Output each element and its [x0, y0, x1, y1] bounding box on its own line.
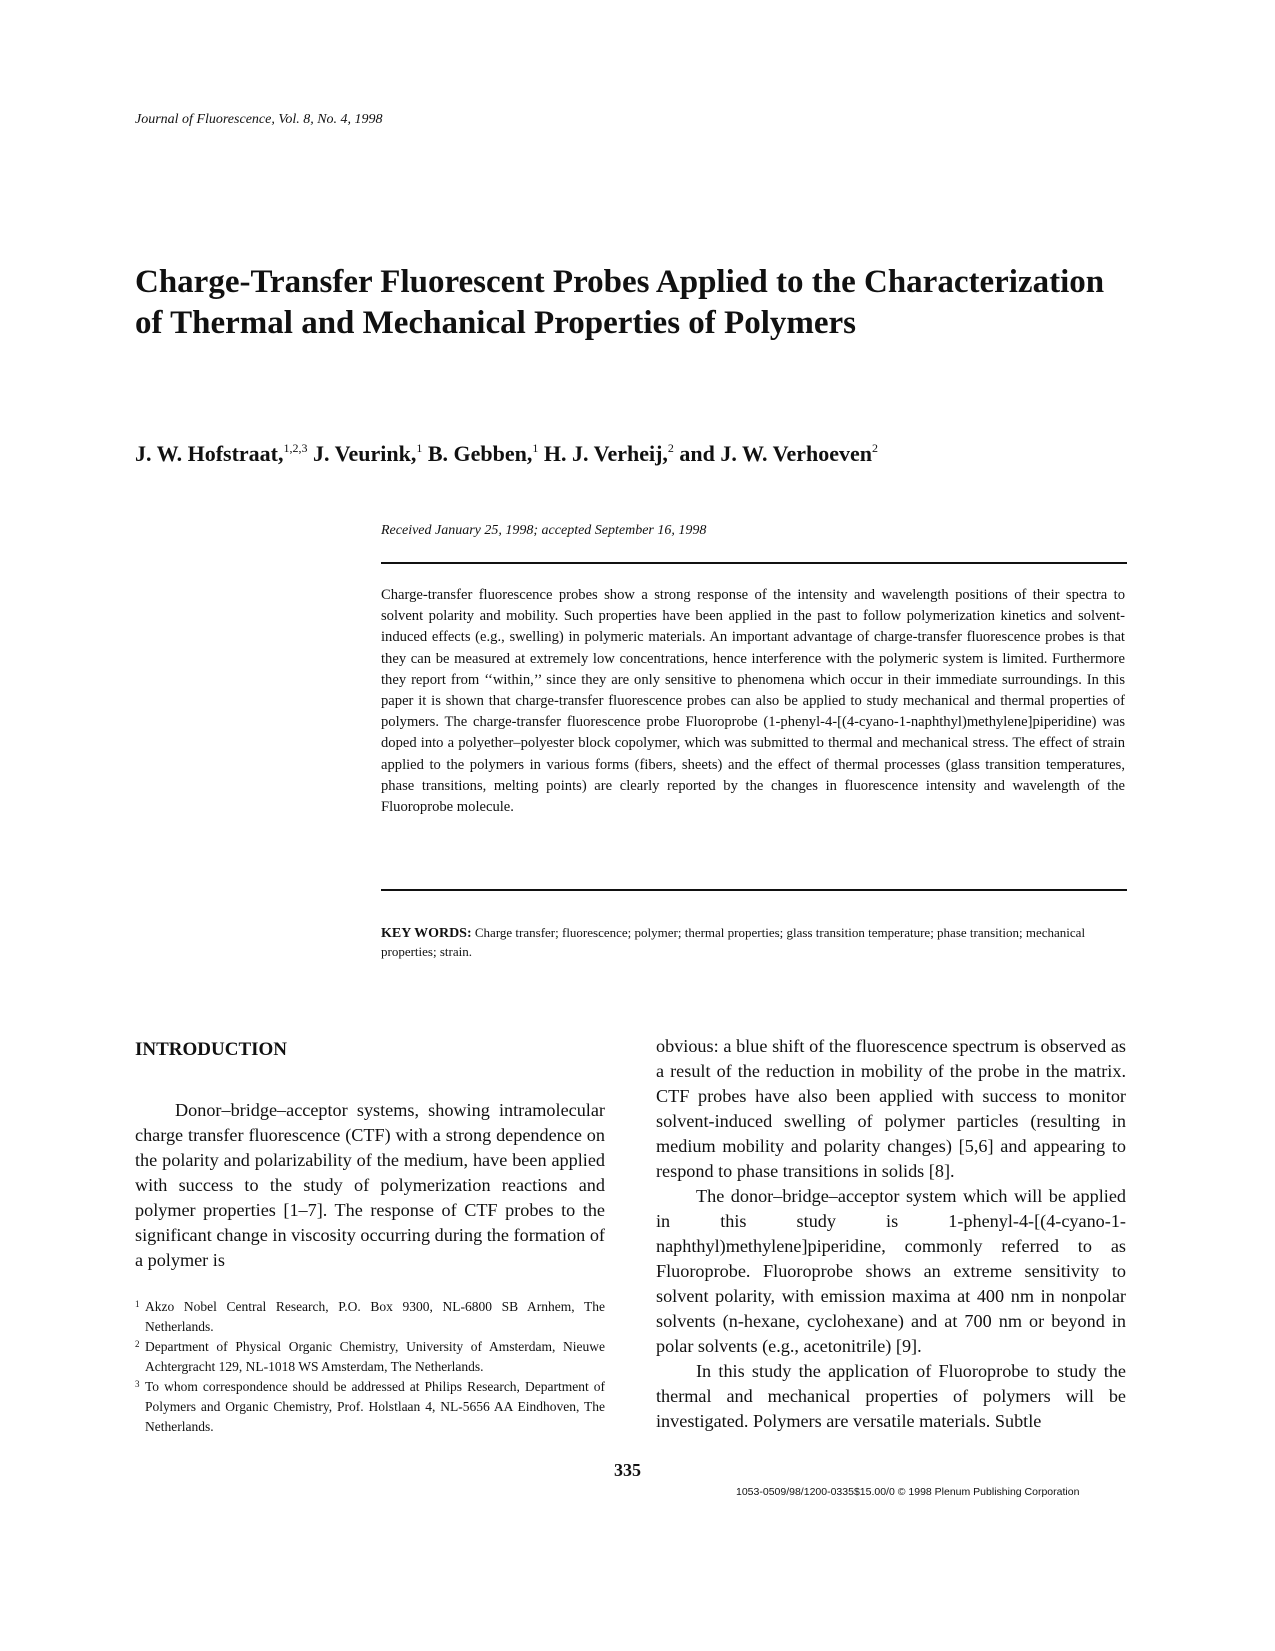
right-column: [656, 1034, 1126, 1434]
copyright-line: 1053-0509/98/1200-0335$15.00/0 © 1998 Plenum Publishing Corporation: [736, 1486, 1080, 1498]
abstract-top-rule: [381, 562, 1127, 564]
footnotes: [135, 1297, 605, 1437]
journal-citation: Journal of Fluorescence, Vol. 8, No. 4, 1998: [135, 112, 383, 127]
author-affiliation: 1: [416, 441, 423, 455]
author-name: J. Veurink,: [307, 441, 417, 466]
footnote: [135, 1337, 605, 1377]
author-list: [135, 441, 878, 467]
page-number: 335: [614, 1460, 641, 1480]
footnote-text: Department of Physical Organic Chemistry, University of Amsterdam, Nieuwe Achtergracht 129, NL-1018 WS Amsterdam, The Netherlands.: [145, 1339, 605, 1374]
author-name: J. W. Hofstraat,: [135, 441, 284, 466]
footnote: [135, 1297, 605, 1337]
received-dates: Received January 25, 1998; accepted September 16, 1998: [381, 523, 707, 538]
abstract-bottom-rule: [381, 889, 1127, 891]
author-name: and J. W. Verhoeven: [673, 441, 872, 466]
author-name: B. Gebben,: [422, 441, 533, 466]
paragraph: In this study the application of Fluoroprobe to study the thermal and mechanical properties of polymers will be investigated. Polymers are versatile materials. Subtle: [656, 1361, 1126, 1431]
author-affiliation: 1,2,3: [283, 441, 308, 455]
paragraph: The donor–bridge–acceptor system which will be applied in this study is 1-phenyl-4-[(4-cyano-1-naphthyl)methylene]piperidine, commonly referred to as Fluoroprobe. Fluoroprobe shows an extreme sensitivity to solvent polarity, with emission maxima at 400 nm in nonpolar solvents (n-hexane, cyclohexane) and at 700 nm or beyond in polar solvents (e.g., acetonitrile) [9].: [656, 1186, 1126, 1356]
keywords-list: Charge transfer; fluorescence; polymer; thermal properties; glass transition temperature; phase transition; mechanical properties; strain.: [381, 925, 1086, 959]
author-affiliation: 2: [667, 441, 674, 455]
author-affiliation: 1: [532, 441, 539, 455]
footnote-text: To whom correspondence should be addressed at Philips Research, Department of Polymers and Organic Chemistry, Prof. Holstlaan 4, NL-5656 AA Eindhoven, The Netherlands.: [145, 1379, 605, 1434]
paragraph: Donor–bridge–acceptor systems, showing intramolecular charge transfer fluorescence (CTF) with a strong dependence on the polarity and polarizability of the medium, have been applied with success to the study of polymerization reactions and polymer properties [1–7]. The response of CTF probes to the significant change in viscosity occurring during the formation of a polymer is: [135, 1100, 605, 1270]
footnote: [135, 1377, 605, 1437]
paragraph: obvious: a blue shift of the fluorescence spectrum is observed as a result of the reduction in mobility of the probe in the matrix. CTF probes have also been applied with success to monitor solvent-induced swelling of polymer particles (resulting in medium mobility and polarity changes) [5,6] and appearing to respond to phase transitions in solids [8].: [656, 1036, 1126, 1181]
footnote-number: 3: [135, 1379, 140, 1389]
footnote-number: 1: [135, 1299, 140, 1309]
footnote-number: 2: [135, 1339, 140, 1349]
footnote-text: Akzo Nobel Central Research, P.O. Box 9300, NL-6800 SB Arnhem, The Netherlands.: [145, 1299, 605, 1334]
author-affiliation: 2: [871, 441, 878, 455]
abstract-text: Charge-transfer fluorescence probes show a strong response of the intensity and wavelength positions of their spectra to solvent polarity and mobility. Such properties have been applied in the past to follow polymerization kinetics and solvent-induced effects (e.g., swelling) in polymeric materials. An important advantage of charge-transfer fluorescence probes is that they can be measured at extremely low concentrations, hence interference with the polymeric system is limited. Furthermore they report from ‘‘within,’’ since they are only sensitive to phenomena which occur in their immediate surroundings. In this paper it is shown that charge-transfer fluorescence probes can also be applied to study mechanical and thermal properties of polymers. The charge-transfer fluorescence probe Fluoroprobe (1-phenyl-4-[(4-cyano-1-naphthyl)methylene]piperidine) was doped into a polyether–polyester block copolymer, which was submitted to thermal and mechanical stress. The effect of strain applied to the polymers in various forms (fibers, sheets) and the effect of thermal processes (glass transition temperatures, phase transitions, melting points) are clearly reported by the changes in fluorescence intensity and wavelength of the Fluoroprobe molecule.: [381, 587, 1125, 816]
keywords-label: KEY WORDS:: [381, 926, 472, 941]
keywords: [381, 924, 1125, 961]
section-heading: INTRODUCTION: [135, 1039, 288, 1060]
author-name: H. J. Verheij,: [538, 441, 668, 466]
left-column: [135, 1098, 605, 1273]
article-title: Charge-Transfer Fluorescent Probes Applied to the Characterization of Thermal and Mechanical Properties of Polymers: [135, 264, 1105, 341]
